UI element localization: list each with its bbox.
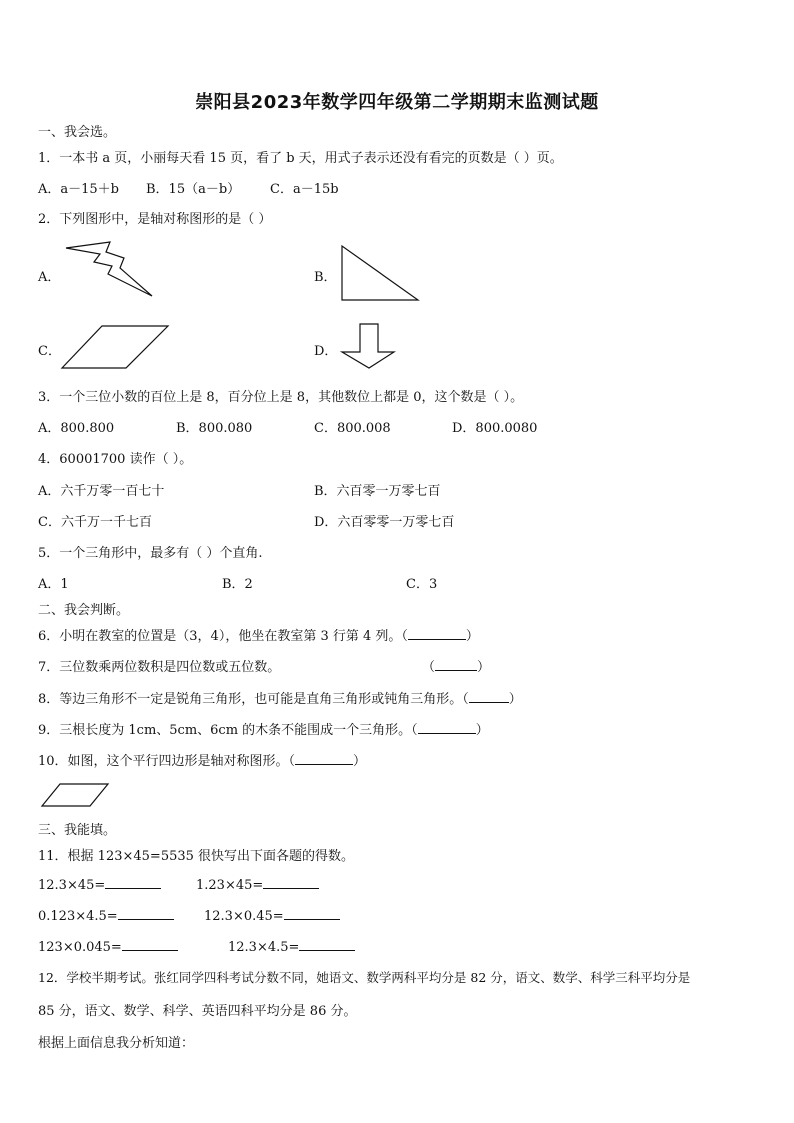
answer-blank[interactable] <box>263 876 319 889</box>
q4-option-d: D．六百零零一万零七百 <box>314 515 455 530</box>
paren-open: （ <box>422 660 436 675</box>
question-7: 7．三位数乘两位数积是四位数或五位数。 <box>38 660 281 675</box>
page-title: 崇阳县2023年数学四年级第二学期期末监测试题 <box>195 92 599 113</box>
answer-blank[interactable] <box>105 876 161 889</box>
q3-option-a: A．800.800 <box>38 421 115 436</box>
q1-option-c: C．a－15b <box>270 182 339 197</box>
question-10 <box>38 750 366 769</box>
answer-blank[interactable] <box>118 907 174 920</box>
question-7-answer <box>422 656 490 675</box>
answer-blank[interactable] <box>295 752 353 765</box>
question-10-text: 10．如图，这个平行四边形是轴对称图形。（ <box>38 754 296 769</box>
question-4: 4．60001700 读作（ ）。 <box>38 452 193 467</box>
section-heading-1: 一、我会选。 <box>38 125 117 140</box>
q2-label-a: A． <box>38 270 61 285</box>
q2-label-b: B． <box>314 270 337 285</box>
lightning-shape-figure <box>62 240 156 300</box>
down-arrow-figure <box>338 322 398 370</box>
parallelogram-figure <box>60 324 172 370</box>
question-11: 11．根据 123×45=5535 很快写出下面各题的得数。 <box>38 849 355 864</box>
q11-item: 12.3×45= <box>38 876 161 893</box>
question-12-line-1: 12．学校半期考试。张红同学四科考试分数不同，她语文、数学两科平均分是 82 分，语文、数学、科学三科平均分是 <box>38 970 691 985</box>
paren-close: ） <box>477 660 491 675</box>
q11-item: 12.3×0.45= <box>204 907 340 924</box>
question-8-text: 8．等边三角形不一定是锐角三角形，也可能是直角三角形或钝角三角形。（ <box>38 692 469 707</box>
q1-option-a: A．a－15＋b <box>38 182 120 197</box>
question-6-text: 6．小明在教室的位置是（3，4），他坐在教室第 3 行第 4 列。（ <box>38 629 408 644</box>
answer-blank[interactable] <box>299 938 355 951</box>
answer-blank[interactable] <box>435 658 477 671</box>
answer-blank[interactable] <box>122 938 178 951</box>
parallelogram-figure-small <box>40 782 110 808</box>
question-9 <box>38 719 489 738</box>
q2-label-c: C． <box>38 344 61 359</box>
paren-close: ） <box>353 754 367 769</box>
question-12-line-2: 85 分，语文、数学、科学、英语四科平均分是 86 分。 <box>38 1004 357 1019</box>
paren-close: ） <box>465 629 479 644</box>
q4-option-a: A．六千万零一百七十 <box>38 484 165 499</box>
question-9-text: 9．三根长度为 1cm、5cm、6cm 的木条不能围成一个三角形。（ <box>38 723 418 738</box>
answer-blank[interactable] <box>418 721 476 734</box>
question-1: 1．一本书 a 页，小丽每天看 15 页，看了 b 天，用式子表示还没有看完的页数是（ ）页。 <box>38 151 563 166</box>
q11-item: 123×0.045= <box>38 938 178 955</box>
question-5: 5．一个三角形中，最多有（ ）个直角. <box>38 546 263 561</box>
q11-item: 1.23×45= <box>196 876 319 893</box>
q1-option-b: B．15（a－b） <box>146 182 241 197</box>
question-3: 3．一个三位小数的百位上是 8，百分位上是 8，其他数位上都是 0，这个数是（ ）。 <box>38 390 524 405</box>
q5-option-b: B．2 <box>222 577 253 592</box>
section-heading-3: 三、我能填。 <box>38 823 117 838</box>
q2-label-d: D． <box>314 344 338 359</box>
question-2: 2．下列图形中，是轴对称图形的是（ ） <box>38 212 272 227</box>
answer-blank[interactable] <box>469 690 509 703</box>
q4-option-c: C．六千万一千七百 <box>38 515 152 530</box>
q3-option-d: D．800.0080 <box>452 421 538 436</box>
q3-option-c: C．800.008 <box>314 421 391 436</box>
paren-close: ） <box>508 692 522 707</box>
paren-close: ） <box>475 723 489 738</box>
q3-option-b: B．800.080 <box>176 421 253 436</box>
question-6 <box>38 625 479 644</box>
answer-blank[interactable] <box>284 907 340 920</box>
q5-option-a: A．1 <box>38 577 69 592</box>
section-heading-2: 二、我会判断。 <box>38 603 130 618</box>
q4-option-b: B．六百零一万零七百 <box>314 484 441 499</box>
q11-item: 0.123×4.5= <box>38 907 174 924</box>
right-triangle-figure <box>338 244 422 304</box>
question-12-line-3: 根据上面信息我分析知道： <box>38 1036 195 1051</box>
q11-item: 12.3×4.5= <box>228 938 355 955</box>
q5-option-c: C．3 <box>406 577 438 592</box>
question-8 <box>38 688 522 707</box>
answer-blank[interactable] <box>408 627 466 640</box>
